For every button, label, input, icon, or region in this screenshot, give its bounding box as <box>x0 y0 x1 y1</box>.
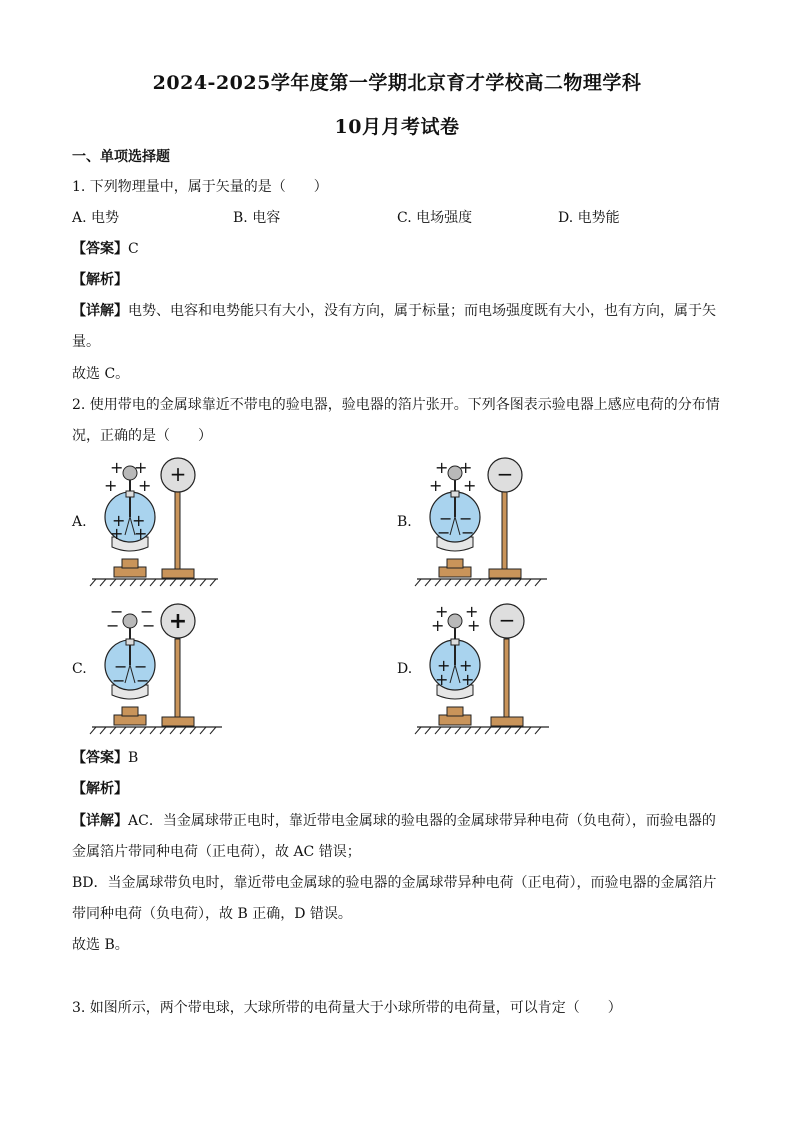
q1-option-b: B. 电容 <box>233 210 281 226</box>
svg-text:+: + <box>112 511 126 530</box>
svg-text:+: + <box>435 602 449 621</box>
q1-answer <box>72 238 139 258</box>
q2-figure-d-sphere-sign: − <box>498 608 516 632</box>
q2-answer <box>72 747 138 767</box>
q2-stem-line1: 2. 使用带电的金属球靠近不带电的验电器，验电器的箔片张开。下列各图表示验电器上感应电荷的分布情 <box>72 397 720 413</box>
q2-figure-b <box>417 455 552 587</box>
svg-text:−: − <box>110 602 124 621</box>
svg-text:−: − <box>112 671 126 690</box>
svg-text:−: − <box>106 616 120 635</box>
q2-figure-b-sphere-sign: − <box>496 462 514 486</box>
svg-text:−: − <box>142 616 156 635</box>
q1-option-c: C. 电场强度 <box>397 210 473 226</box>
q1-option-a: A. 电势 <box>72 210 120 226</box>
svg-text:+: + <box>104 476 118 495</box>
q2-detail-ac-cont: 金属箔片带同种电荷（正电荷），故 AC 错误； <box>72 844 361 860</box>
svg-text:+: + <box>132 511 146 530</box>
q1-answer-value: C <box>128 241 139 257</box>
q1-detail-text: 电势、电容和电势能只有大小，没有方向，属于标量；而电场强度既有大小，也有方向，属于矢 <box>128 303 716 319</box>
svg-text:+: + <box>459 656 473 675</box>
q2-detail-ac <box>72 810 716 830</box>
q2-figure-d <box>417 601 552 736</box>
svg-text:+: + <box>437 656 451 675</box>
q2-conclusion: 故选 B。 <box>72 937 129 953</box>
svg-text:+: + <box>467 616 481 635</box>
svg-text:+: + <box>459 458 473 477</box>
section-heading: 一、单项选择题 <box>72 149 170 165</box>
exam-title: 2024-2025学年度第一学期北京育才学校高二物理学科 <box>152 72 642 94</box>
svg-text:+: + <box>431 616 445 635</box>
svg-text:+: + <box>435 458 449 477</box>
svg-text:+: + <box>110 524 124 543</box>
q2-figure-b-label: B. <box>397 514 412 530</box>
q2-figure-a-label: A. <box>72 514 87 530</box>
q1-answer-tag: 【答案】 <box>72 241 128 257</box>
q2-detail-tag: 【详解】 <box>72 813 128 829</box>
svg-text:−: − <box>439 509 453 528</box>
q2-answer-tag: 【答案】 <box>72 750 128 766</box>
q2-answer-value: B <box>128 750 139 766</box>
q1-stem: 1. 下列物理量中，属于矢量的是（ ） <box>72 179 328 195</box>
svg-text:−: − <box>140 602 154 621</box>
q1-option-d: D. 电势能 <box>558 210 620 226</box>
q1-analysis-tag: 【解析】 <box>72 272 128 288</box>
q1-detail-tag: 【详解】 <box>72 303 128 319</box>
svg-text:+: + <box>461 670 475 689</box>
svg-text:+: + <box>463 476 477 495</box>
svg-text:+: + <box>134 458 148 477</box>
svg-text:−: − <box>134 657 148 676</box>
q2-detail-bd: BD．当金属球带负电时，靠近带电金属球的验电器的金属球带异种电荷（正电荷），而验电器的金属箔片 <box>72 875 717 891</box>
q2-detail-ac-text: AC．当金属球带正电时，靠近带电金属球的验电器的金属球带异种电荷（负电荷），而验电器的 <box>128 813 716 829</box>
q2-figure-c <box>92 601 227 736</box>
svg-text:−: − <box>136 671 150 690</box>
q2-figure-c-label: C. <box>72 661 87 677</box>
svg-text:−: − <box>437 523 451 542</box>
q2-figure-a-sphere-sign: + <box>169 462 187 486</box>
svg-text:−: − <box>459 509 473 528</box>
svg-text:+: + <box>435 670 449 689</box>
q1-detail <box>72 300 716 320</box>
q2-figure-c-sphere-sign: + <box>168 609 188 634</box>
q1-conclusion: 故选 C。 <box>72 366 130 382</box>
q2-stem-line2: 况，正确的是（ ） <box>72 428 212 444</box>
q1-detail-cont: 量。 <box>72 334 100 350</box>
svg-text:+: + <box>138 476 152 495</box>
svg-text:−: − <box>461 523 475 542</box>
q3-stem: 3. 如图所示，两个带电球，大球所带的电荷量大于小球所带的电荷量，可以肯定（ ） <box>72 1000 622 1016</box>
q2-detail-bd-cont: 带同种电荷（负电荷），故 B 正确，D 错误。 <box>72 906 352 922</box>
svg-text:+: + <box>429 476 443 495</box>
exam-subtitle: 10月月考试卷 <box>334 116 460 138</box>
svg-text:+: + <box>134 524 148 543</box>
q2-figure-d-label: D. <box>397 661 413 677</box>
q2-figure-a <box>92 455 222 587</box>
svg-text:+: + <box>110 458 124 477</box>
svg-text:+: + <box>465 602 479 621</box>
svg-text:−: − <box>114 657 128 676</box>
q2-analysis-tag: 【解析】 <box>72 781 128 797</box>
